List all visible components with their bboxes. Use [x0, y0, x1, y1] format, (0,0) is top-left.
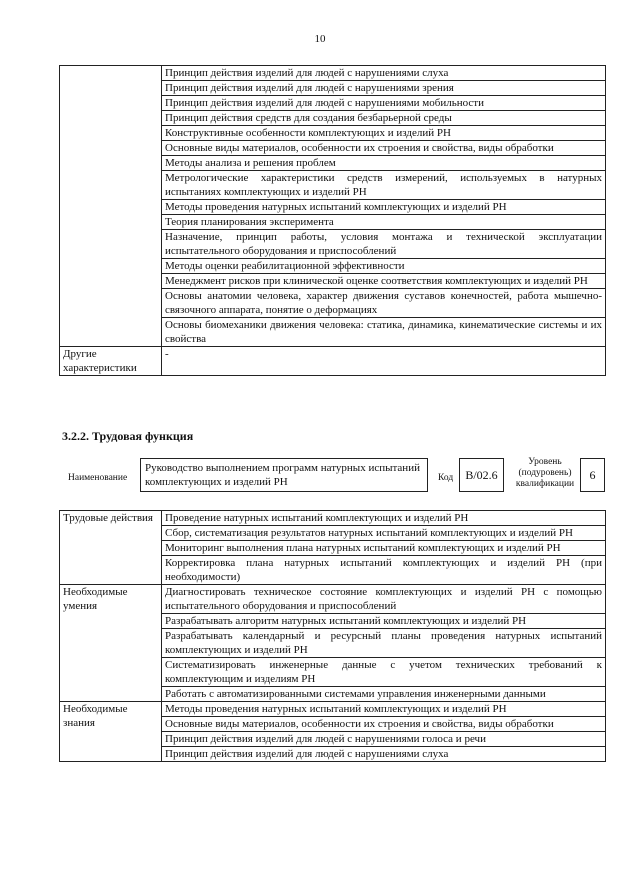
knowledge-item-text: Теория планирования эксперимента: [162, 215, 606, 230]
labor-action-item: [60, 511, 606, 526]
qualification-level-label: Уровень (подуровень) квалификации: [515, 457, 575, 489]
required-skills-label: Необходимые умения: [60, 585, 162, 702]
required-skill-item-text: Диагностировать техническое состояние комплектующих и изделий РН с помощью испытательного оборудования и приспособлений: [162, 585, 606, 614]
required-knowledge-item-text: Основные виды материалов, особенности их строения и свойства, виды обработки: [162, 717, 606, 732]
qualification-level-box: 6: [580, 458, 605, 492]
section-title: 3.2.2. Трудовая функция: [62, 429, 194, 443]
knowledge-item-text: Метрологические характеристики средств измерений, используемых в натурных испытаниях комплектующих и изделий РН: [162, 171, 606, 200]
required-knowledge-item: [60, 702, 606, 717]
knowledge-item-text: Методы анализа и решения проблем: [162, 156, 606, 171]
required-skill-item-text: Разрабатывать алгоритм натурных испытаний комплектующих и изделий РН: [162, 614, 606, 629]
labor-action-item-text: Корректировка плана натурных испытаний комплектующих и изделий РН (при необходимости): [162, 556, 606, 585]
labor-actions-label: Трудовые действия: [60, 511, 162, 585]
other-characteristics-value: -: [162, 347, 606, 376]
required-knowledge-label: Необходимые знания: [60, 702, 162, 762]
knowledge-item-text: Методы проведения натурных испытаний комплектующих и изделий РН: [162, 200, 606, 215]
knowledge-item-text: Конструктивные особенности комплектующих и изделий РН: [162, 126, 606, 141]
required-skill-item-text: Работать с автоматизированными системами управления инженерными данными: [162, 687, 606, 702]
other-characteristics-label: Другие характеристики: [60, 347, 162, 376]
page-number: 10: [314, 33, 326, 45]
required-skill-item-text: Систематизировать инженерные данные с учетом технических требований к комплектующим и изделиям РН: [162, 658, 606, 687]
labor-action-item-text: Мониторинг выполнения плана натурных испытаний комплектующих и изделий РН: [162, 541, 606, 556]
labor-function-table: [59, 510, 606, 762]
knowledge-item-text: Менеджмент рисков при клинической оценке соответствия комплектующих и изделий РН: [162, 274, 606, 289]
required-skill-item-text: Разрабатывать календарный и ресурсный планы проведения натурных испытаний комплектующих и изделий РН: [162, 629, 606, 658]
other-characteristics-row: [60, 347, 606, 376]
labor-action-item-text: Проведение натурных испытаний комплектующих и изделий РН: [162, 511, 606, 526]
knowledge-item-text: Принцип действия средств для создания безбарьерной среды: [162, 111, 606, 126]
labor-action-item-text: Сбор, систематизация результатов натурных испытаний комплектующих и изделий РН: [162, 526, 606, 541]
knowledge-item-text: Методы оценки реабилитационной эффективности: [162, 259, 606, 274]
knowledge-item-text: Основы биомеханики движения человека: статика, динамика, кинематические системы и их свойства: [162, 318, 606, 347]
code-box: B/02.6: [459, 458, 504, 492]
knowledge-item-text: Основы анатомии человека, характер движения суставов конечностей, работа мышечно-связочного аппарата, понятие о деформациях: [162, 289, 606, 318]
knowledge-item-text: Назначение, принцип работы, условия монтажа и технической эксплуатации испытательного оборудования и приспособлений: [162, 230, 606, 259]
required-skill-item: [60, 585, 606, 614]
knowledge-item-text: Принцип действия изделий для людей с нарушениями мобильности: [162, 96, 606, 111]
required-knowledge-item-text: Методы проведения натурных испытаний комплектующих и изделий РН: [162, 702, 606, 717]
knowledge-table-continued: [59, 65, 606, 376]
knowledge-label-continued: [60, 66, 162, 347]
code-label: Код: [438, 473, 454, 483]
knowledge-item-text: Принцип действия изделий для людей с нарушениями слуха: [162, 66, 606, 81]
name-label: Наименование: [68, 473, 128, 483]
knowledge-item-text: Основные виды материалов, особенности их строения и свойства, виды обработки: [162, 141, 606, 156]
required-knowledge-item-text: Принцип действия изделий для людей с нарушениями голоса и речи: [162, 732, 606, 747]
knowledge-item: [60, 66, 606, 81]
function-name-box: Руководство выполнением программ натурных испытаний комплектующих и изделий РН: [140, 458, 428, 492]
required-knowledge-item-text: Принцип действия изделий для людей с нарушениями слуха: [162, 747, 606, 762]
knowledge-item-text: Принцип действия изделий для людей с нарушениями зрения: [162, 81, 606, 96]
